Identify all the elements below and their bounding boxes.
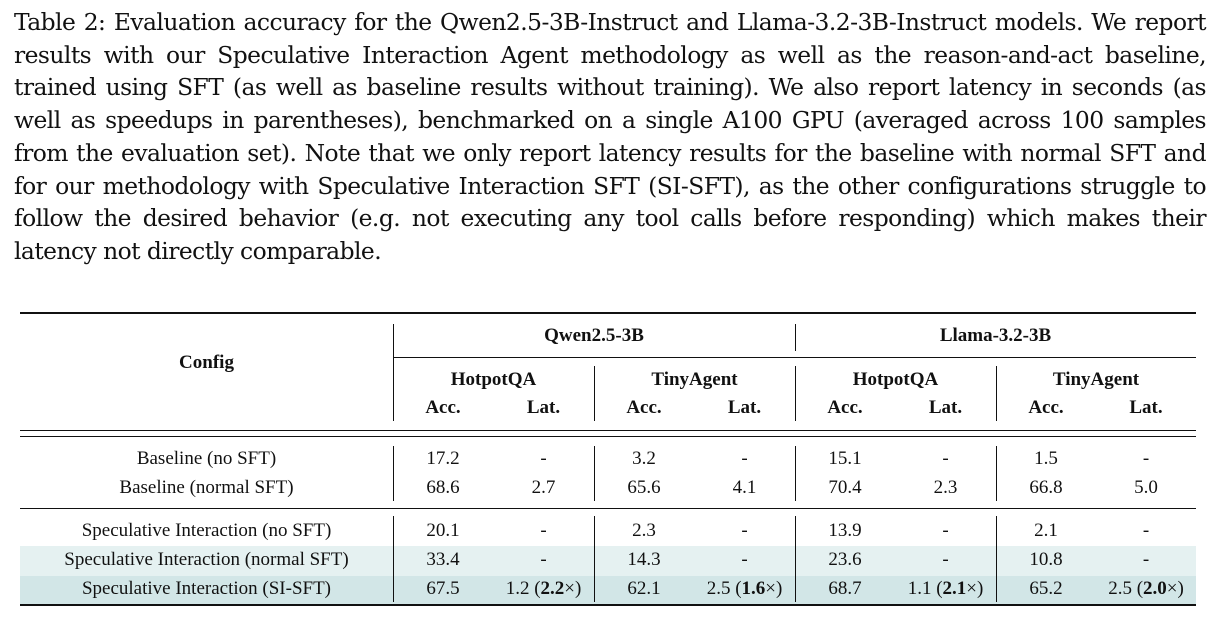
table-cell: - [741,549,748,570]
table-cell: 62.1 [627,578,661,599]
latency-value: 1.2 [505,578,530,599]
speedup-suffix: × [765,578,776,599]
model-header: Qwen2.5-3B [544,325,644,346]
metric-header: Acc. [827,397,863,418]
speedup-value: 2.1 [942,578,967,599]
table-cell-latency-speedup: 1.2 (2.2×) [505,578,582,599]
table-cell: 67.5 [426,578,460,599]
speedup-suffix: × [966,578,977,599]
latency-value: 2.5 [1108,578,1132,599]
table-cell: 2.3 [933,477,958,498]
table-cell: 65.2 [1029,578,1063,599]
table-cell: - [741,520,748,541]
table-cell-latency-speedup: 1.1 (2.1×) [907,578,984,599]
bottom-rule [20,604,1196,606]
metric-header: Acc. [1028,397,1064,418]
speedup-value: 2.0 [1143,578,1167,599]
table-cell: 5.0 [1134,477,1158,498]
table-cell: 68.7 [828,578,862,599]
table-cell: 66.8 [1029,477,1063,498]
group-separator-rule [20,508,1196,509]
table-cell: - [942,520,949,541]
table-cell: - [540,448,547,469]
metric-header: Lat. [928,397,963,418]
table-cell: - [741,448,748,469]
table-cell: 2.3 [632,520,656,541]
table-cell: 65.6 [627,477,661,498]
benchmark-header: TinyAgent [1052,369,1140,390]
table-cell: 14.3 [627,549,661,570]
table-cell: - [1142,549,1150,570]
row-config-label: Baseline (normal SFT) [119,477,294,498]
table-cell: 1.5 [1034,448,1058,469]
model-group-rule [393,357,1196,358]
table-cell: 10.8 [1029,549,1063,570]
table-cell: - [942,448,949,469]
table-caption: Table 2: Evaluation accuracy for the Qwen2.5-3B-Instruct and Llama-3.2-3B-Instruct models. We report results with our Speculative Interaction Agent methodology as well as the reason-and-act baseline, trained using SFT (as well as baseline results without training). We also report latency in seconds (as well as speedups in parentheses), benchmarked on a single A100 GPU (averaged across 100 samples from the evaluation set). Note that we only report latency results for the baseline with normal SFT and for our methodology with Speculative Interaction SFT (SI-SFT), as the other configurations struggle to follow the desired behavior (e.g. not executing any tool calls before responding) which makes their latency not directly comparable. [14,8,1206,265]
benchmark-header: TinyAgent [651,369,738,390]
latency-value: 2.5 [706,578,731,599]
benchmark-header: HotpotQA [450,369,537,390]
table-cell: 68.6 [426,477,460,498]
table-cell: 15.1 [828,448,862,469]
speedup-value: 1.6 [741,578,766,599]
metric-header: Lat. [526,397,561,418]
model-header: Llama-3.2-3B [939,325,1052,346]
table-cell-latency-speedup: 2.5 (2.0×) [1108,578,1184,599]
header-double-rule-top [20,430,1196,431]
table-cell: - [1142,448,1150,469]
row-config-label: Speculative Interaction (normal SFT) [64,549,349,570]
table-cell: 2.7 [531,477,556,498]
table-cell: 20.1 [426,520,460,541]
metric-header: Lat. [1129,397,1163,418]
speedup-suffix: × [1166,578,1178,599]
row-config-label: Speculative Interaction (SI-SFT) [81,578,332,599]
results-table [20,0,1196,623]
table-cell-latency-speedup: 2.5 (1.6×) [706,578,783,599]
row-config-label: Baseline (no SFT) [136,448,277,469]
table-cell: 4.1 [732,477,757,498]
metric-header: Acc. [626,397,662,418]
table-cell: 2.1 [1034,520,1058,541]
table-cell: - [942,549,949,570]
table-cell: - [1142,520,1150,541]
table-cell: - [540,549,547,570]
config-header: Config [179,352,234,373]
table-cell: 70.4 [828,477,862,498]
table-cell: 17.2 [426,448,460,469]
metric-header: Lat. [727,397,762,418]
table-cell: 13.9 [828,520,862,541]
header-double-rule-bottom [20,436,1196,437]
benchmark-header: HotpotQA [852,369,939,390]
metric-header: Acc. [425,397,461,418]
table-cell: 33.4 [426,549,460,570]
table-cell: - [540,520,547,541]
row-config-label: Speculative Interaction (no SFT) [81,520,332,541]
table-cell: 3.2 [632,448,656,469]
speedup-suffix: × [564,578,575,599]
speedup-value: 2.2 [540,578,565,599]
table-cell: 23.6 [828,549,862,570]
top-rule [20,312,1196,314]
latency-value: 1.1 [907,578,932,599]
